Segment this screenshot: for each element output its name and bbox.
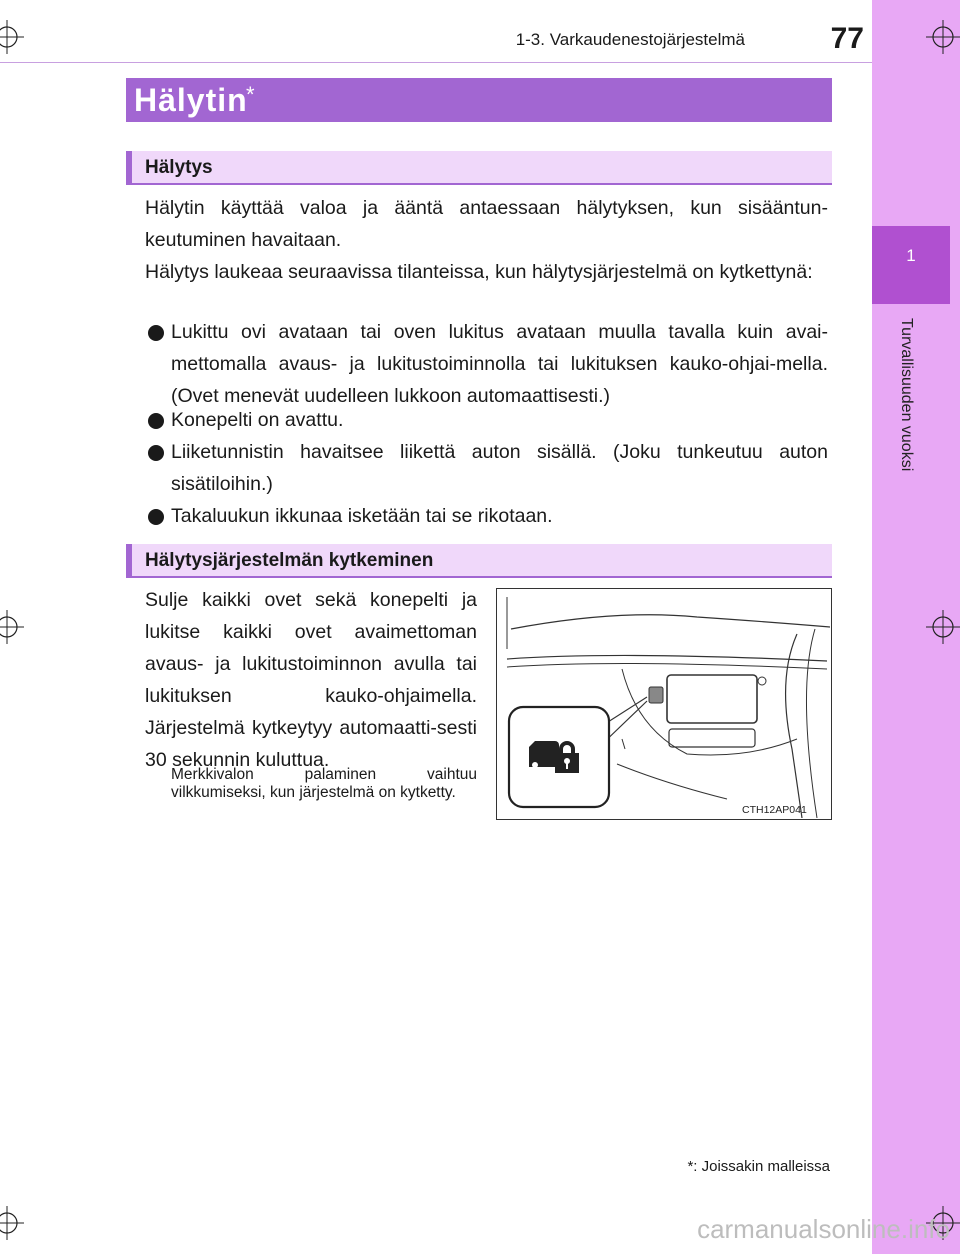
bullet-item: Lukittu ovi avataan tai oven lukitus avataan muulla tavalla kuin avai-mettomalla avaus- ja lukitustoiminnolla tai lukituksen kauko-ohjai-mella. (Ovet menevät uudelleen lukkoon automaattisesti.) [171,321,828,407]
note-indicator: Merkkivalon palaminen vaihtuu vilkkumiseksi, kun järjestelmä on kytketty. [171,766,477,801]
bullet-dot [148,413,164,429]
section-heading-halytys: Hälytys [145,157,213,178]
watermark: carmanualsonline.info [697,1214,950,1244]
paragraph-arming: Sulje kaikki ovet sekä konepelti ja lukitse kaikki ovet avaimettoman avaus- ja lukitustoiminnon avulla tai lukituksen kauko-ohjaimella. Järjestelmä kytkeytyy automaatti-sesti 30 sekunnin kuluttua. [145,589,477,771]
page-number: 77 [830,22,864,55]
section-heading-bar [126,151,832,185]
paragraph-intro: Hälytin käyttää valoa ja ääntä antaessaan hälytyksen, kun sisääntun-keutuminen havaitaan. [145,197,828,251]
footnote-marker: * [687,1158,694,1175]
bullet-dot [148,325,164,341]
paragraph-triggers: Hälytys laukeaa seuraavissa tilanteissa, kun hälytysjärjestelmä on kytkettynä: [145,261,813,283]
registration-mark-icon [0,1206,24,1240]
registration-mark-icon [926,610,960,644]
chapter-number: 1 [906,246,916,265]
bullet-item: Takaluukun ikkunaa isketään tai se rikotaan. [171,505,553,527]
footnote [640,1158,830,1175]
registration-mark-icon [926,20,960,54]
page-title: Hälytin [134,82,248,118]
title-footnote-marker: * [246,82,255,107]
dashboard-illustration [496,588,832,820]
bullet-dot [148,445,164,461]
registration-mark-icon [0,610,24,644]
header-rule [0,62,872,63]
registration-mark-icon [0,20,24,54]
bullet-dot [148,509,164,525]
header-section-title: 1-3. Varkaudenestojärjestelmä [515,30,745,49]
chapter-label: Turvallisuuden vuoksi [898,318,915,472]
bullet-item: Konepelti on avattu. [171,409,344,431]
bullet-item: Liiketunnistin havaitsee liikettä auton sisällä. (Joku tunkeutuu auton sisätiloihin.) [171,441,828,495]
footnote-text: : Joissakin malleissa [693,1158,830,1175]
illustration-code: CTH12AP041 [742,804,807,816]
dashboard-drawing [497,589,830,818]
section-heading-kytkeminen: Hälytysjärjestelmän kytkeminen [145,550,434,571]
